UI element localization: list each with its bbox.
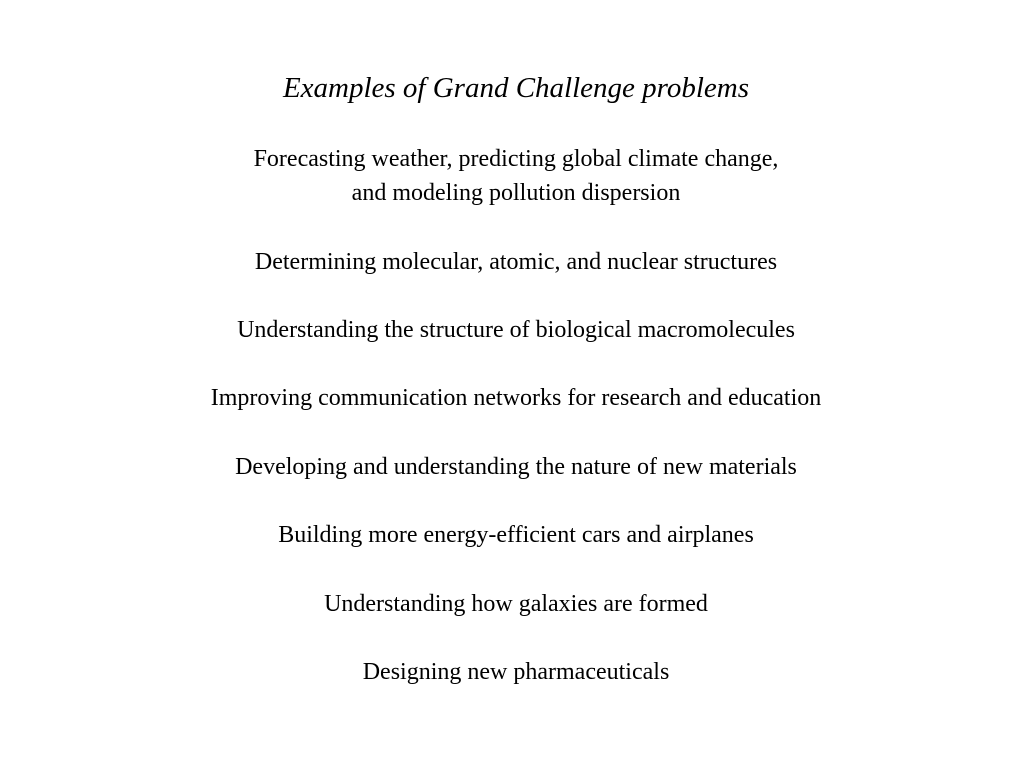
list-item bbox=[0, 518, 1024, 552]
list-item-line: Understanding how galaxies are formed bbox=[324, 591, 708, 617]
list-item bbox=[0, 655, 1024, 689]
list-item bbox=[0, 450, 1024, 484]
list-item bbox=[0, 245, 1024, 279]
list-item-line: Understanding the structure of biological macromolecules bbox=[237, 317, 795, 343]
slide-title: Examples of Grand Challenge problems bbox=[282, 72, 750, 104]
list-item-line: and modeling pollution dispersion bbox=[351, 180, 681, 206]
list-item-line: Building more energy-efficient cars and airplanes bbox=[278, 522, 754, 548]
list-item-line: Forecasting weather, predicting global climate change, bbox=[253, 146, 779, 172]
list-item bbox=[0, 381, 1024, 415]
list-item-line: Developing and understanding the nature of new materials bbox=[235, 454, 797, 480]
list-item-line: Improving communication networks for research and education bbox=[210, 385, 822, 411]
list-item bbox=[0, 313, 1024, 347]
list-item bbox=[0, 142, 1024, 210]
list-item bbox=[0, 587, 1024, 621]
list-item-line: Designing new pharmaceuticals bbox=[362, 659, 670, 685]
list-item-line: Determining molecular, atomic, and nuclear structures bbox=[254, 249, 778, 275]
